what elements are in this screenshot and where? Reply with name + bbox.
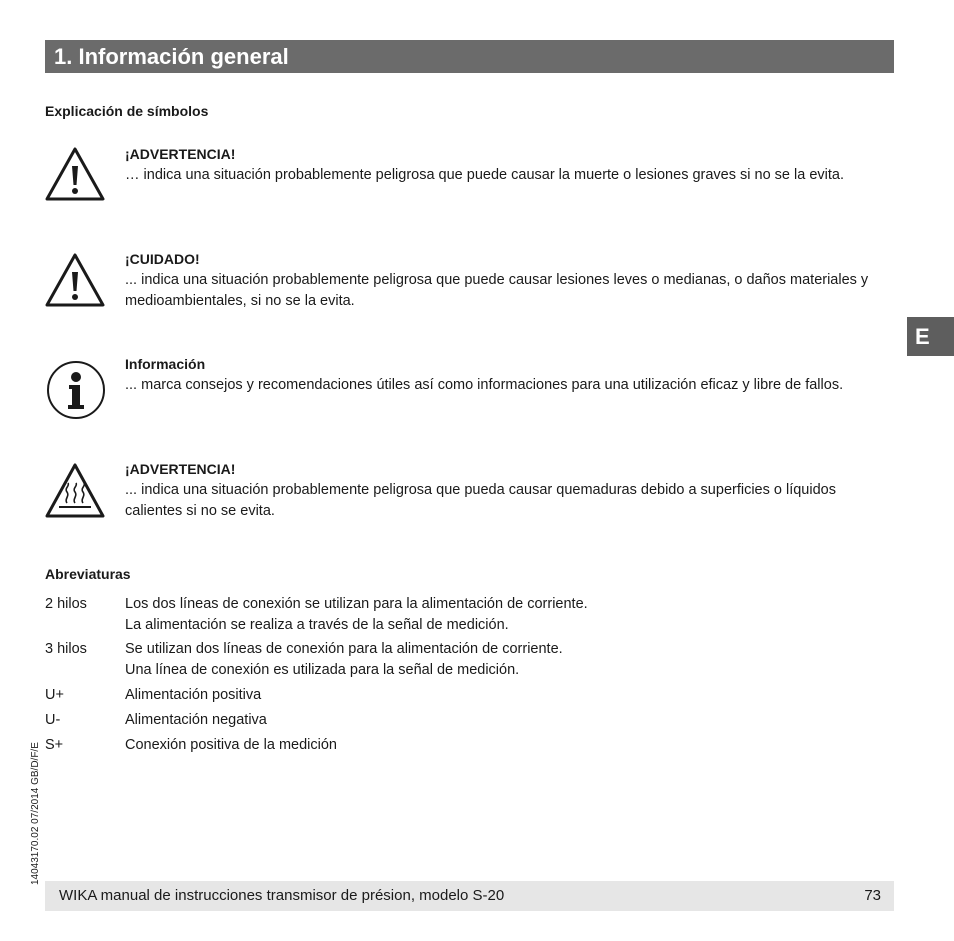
symbol-title: ¡ADVERTENCIA!: [125, 146, 236, 162]
info-circle-icon: [45, 360, 107, 420]
symbol-title: ¡CUIDADO!: [125, 251, 200, 267]
hot-surface-icon: [44, 462, 106, 520]
section-title: 1. Información general: [45, 40, 894, 73]
footer-title: WIKA manual de instrucciones transmisor de présion, modelo S-20: [59, 887, 505, 904]
abbreviation-definition: [125, 594, 885, 636]
symbol-description: … indica una situación probablemente peligrosa que puede causar la muerte o lesiones graves si no se la evita.: [125, 167, 844, 183]
symbol-description: ... marca consejos y recomendaciones útiles así como informaciones para una utilización eficaz y libre de fallos.: [125, 377, 844, 393]
abbreviation-key: 2 hilos: [45, 596, 87, 612]
symbols-heading: Explicación de símbolos: [45, 103, 209, 119]
abbreviation-definition: [125, 639, 885, 681]
symbol-title: Información: [125, 356, 206, 372]
document-code: 14043170.02 07/2014 GB/D/F/E: [30, 742, 41, 885]
abbreviations-heading: Abreviaturas: [45, 566, 131, 582]
abbreviation-key: U-: [45, 712, 61, 728]
symbol-item-hot-surface: [125, 459, 890, 522]
abbreviation-definition: Alimentación negativa: [125, 712, 267, 728]
definition-line: La alimentación se realiza a través de la señal de medición.: [125, 617, 509, 633]
symbol-item-caution: [125, 249, 890, 312]
abbreviation-definition: Conexión positiva de la medición: [125, 737, 337, 753]
definition-line: Se utilizan dos líneas de conexión para la alimentación de corriente.: [125, 641, 563, 657]
warning-triangle-icon: [44, 252, 106, 308]
page-footer: [45, 881, 894, 911]
language-tab: E: [907, 317, 954, 356]
abbreviation-definition: Alimentación positiva: [125, 687, 262, 703]
warning-triangle-icon: [44, 146, 106, 202]
abbreviation-key: S+: [45, 737, 64, 753]
page-number: 73: [864, 887, 881, 904]
abbreviation-key: U+: [45, 687, 64, 703]
definition-line: Una línea de conexión es utilizada para la señal de medición.: [125, 662, 520, 678]
symbol-item-information: [125, 354, 890, 396]
symbol-item-warning: [125, 144, 890, 186]
abbreviation-key: 3 hilos: [45, 641, 87, 657]
symbol-description: ... indica una situación probablemente peligrosa que pueda causar quemaduras debido a superficies o líquidos calientes si no se evita.: [125, 482, 836, 519]
symbol-description: ... indica una situación probablemente peligrosa que puede causar lesiones leves o medianas, o daños materiales y medioambientales, si no se la evita.: [125, 272, 869, 309]
symbol-title: ¡ADVERTENCIA!: [125, 461, 236, 477]
definition-line: Los dos líneas de conexión se utilizan para la alimentación de corriente.: [125, 596, 588, 612]
